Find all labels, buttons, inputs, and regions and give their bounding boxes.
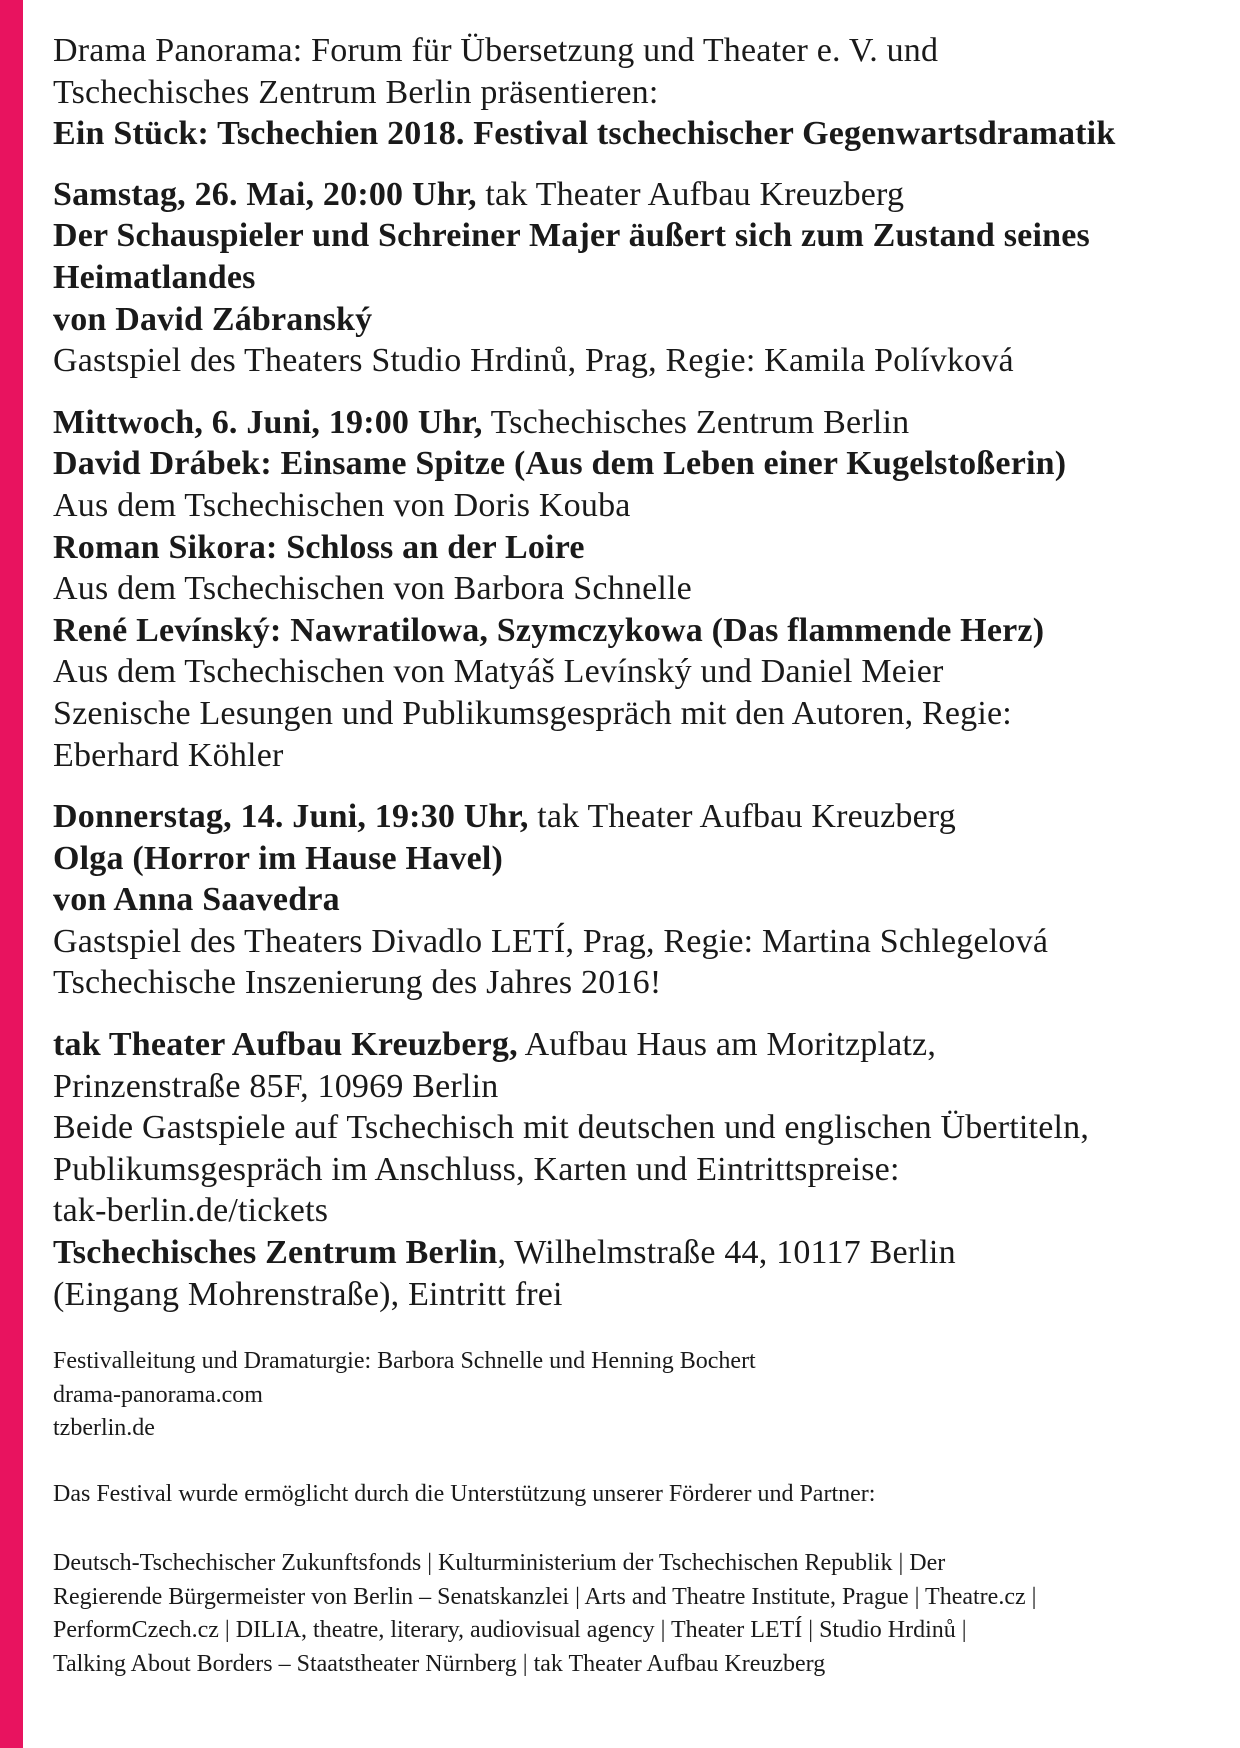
sponsors-line: Talking About Borders – Staatstheater Nürnberg | tak Theater Aufbau Kreuzberg: [53, 1650, 826, 1677]
play-title: Roman Sikora: Schloss an der Loire: [53, 528, 585, 566]
play-author: von David Zábranský: [53, 300, 373, 338]
play-author: von Anna Saavedra: [53, 881, 340, 919]
venue-address: Prinzenstraße 85F, 10969 Berlin: [53, 1067, 499, 1105]
event-info: Tschechische Inszenierung des Jahres 2016!: [53, 964, 662, 1002]
venue-line: [53, 1232, 1223, 1274]
venue-name: tak Theater Aufbau Kreuzberg,: [53, 1026, 518, 1064]
venue-info: (Eingang Mohrenstraße), Eintritt frei: [53, 1275, 563, 1313]
venue-name: Tschechisches Zentrum Berlin: [53, 1234, 498, 1272]
sponsors-line: PerformCzech.cz | DILIA, theatre, literary, audiovisual agency | Theater LETÍ | Studio Hrdinů |: [53, 1617, 967, 1644]
play-translation: Aus dem Tschechischen von Matyáš Levínský und Daniel Meier: [53, 653, 944, 691]
play-title: Der Schauspieler und Schreiner Majer äußert sich zum Zustand seines: [53, 217, 1090, 255]
accent-bar: [0, 0, 23, 1748]
venue-info: Beide Gastspiele auf Tschechisch mit deutschen und englischen Übertiteln,: [53, 1109, 1090, 1147]
event-info: Gastspiel des Theaters Studio Hrdinů, Prag, Regie: Kamila Polívková: [53, 342, 1014, 380]
sponsors-line: Regierende Bürgermeister von Berlin – Senatskanzlei | Arts and Theatre Institute, Prague | Theatre.cz |: [53, 1583, 1037, 1610]
event-venue: tak Theater Aufbau Kreuzberg: [528, 798, 957, 836]
sponsors-intro-section: [53, 1478, 1223, 1512]
flyer-content: [53, 30, 1223, 1681]
venue-address: , Wilhelmstraße 44, 10117 Berlin: [497, 1234, 956, 1272]
sponsors-section: [53, 1547, 1223, 1681]
event-date-line: [53, 174, 1223, 216]
event-date: Donnerstag, 14. Juni, 19:30 Uhr,: [53, 798, 529, 836]
play-translation: Aus dem Tschechischen von Barbora Schnelle: [53, 570, 692, 608]
venue-line: [53, 1024, 1223, 1066]
festival-title: Ein Stück: Tschechien 2018. Festival tschechischer Gegenwartsdramatik: [53, 115, 1116, 153]
event-info: Eberhard Köhler: [53, 736, 284, 774]
venue-address: Aufbau Haus am Moritzplatz,: [517, 1026, 937, 1064]
play-translation: Aus dem Tschechischen von Doris Kouba: [53, 486, 631, 524]
play-title: Heimatlandes: [53, 258, 256, 296]
intro-line: Drama Panorama: Forum für Übersetzung und Theater e. V. und: [53, 32, 939, 69]
sponsors-line: Deutsch-Tschechischer Zukunftsfonds | Kulturministerium der Tschechischen Republik | Der: [53, 1550, 946, 1577]
ticket-link: tak-berlin.de/tickets: [53, 1192, 329, 1230]
intro-section: [53, 30, 1223, 1315]
website: tzberlin.de: [53, 1415, 155, 1442]
play-title: René Levínský: Nawratilowa, Szymczykowa (Das flammende Herz): [53, 611, 1045, 649]
event-venue: tak Theater Aufbau Kreuzberg: [476, 175, 905, 213]
event-venue: Tschechisches Zentrum Berlin: [482, 403, 910, 441]
intro-line: Tschechisches Zentrum Berlin präsentieren:: [53, 73, 659, 111]
credits-line: Festivalleitung und Dramaturgie: Barbora Schnelle und Henning Bochert: [53, 1348, 756, 1375]
event-date-line: [53, 796, 1223, 838]
play-title: Olga (Horror im Hause Havel): [53, 839, 504, 877]
event-info: Szenische Lesungen und Publikumsgespräch mit den Autoren, Regie:: [53, 694, 1012, 732]
play-title: David Drábek: Einsame Spitze (Aus dem Leben einer Kugelstoßerin): [53, 445, 1067, 483]
event-date: Samstag, 26. Mai, 20:00 Uhr,: [53, 175, 477, 213]
venue-info: Publikumsgespräch im Anschluss, Karten und Eintrittspreise:: [53, 1150, 900, 1188]
credits-section: [53, 1345, 1223, 1446]
sponsors-intro: Das Festival wurde ermöglicht durch die Unterstützung unserer Förderer und Partner:: [53, 1480, 876, 1507]
event-info: Gastspiel des Theaters Divadlo LETÍ, Prag, Regie: Martina Schlegelová: [53, 922, 1049, 960]
event-date: Mittwoch, 6. Juni, 19:00 Uhr,: [53, 403, 483, 441]
website: drama-panorama.com: [53, 1381, 263, 1408]
event-date-line: [53, 402, 1223, 444]
